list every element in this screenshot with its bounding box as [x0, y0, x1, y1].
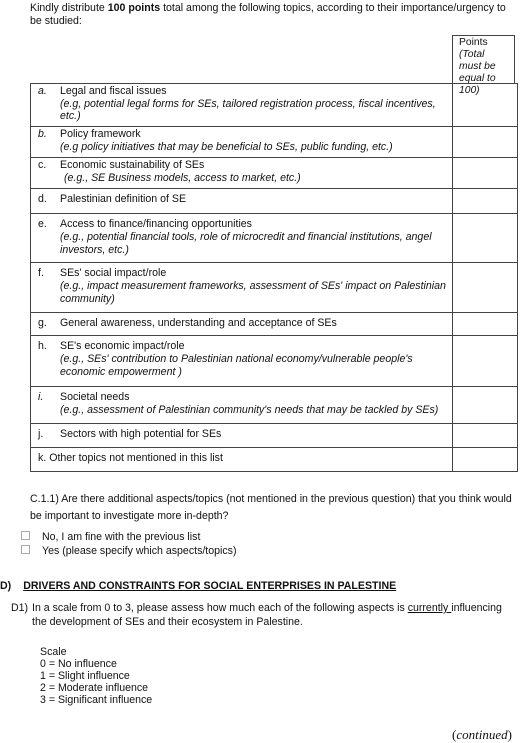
topic-letter: d.	[38, 193, 47, 206]
topic-example: (e.g., potential financial tools, role of microcredit and financial institutions, angel investors, etc.)	[60, 230, 432, 256]
topic-title: Palestinian definition of SE	[60, 193, 187, 206]
topic-letter: e.	[38, 218, 47, 231]
table-row	[31, 313, 518, 336]
intro-instruction: Kindly distribute 100 points total among the following topics, according to their importance/urgency to be studied:	[30, 2, 506, 27]
table-row	[31, 127, 518, 158]
scale-item: 0 = No influence	[40, 658, 117, 671]
question-c11: C.1.1) Are there additional aspects/topics (not mentioned in the previous question) that you think would be important to investigate more in-depth?	[30, 493, 512, 522]
scale-item: 1 = Slight influence	[40, 670, 130, 683]
points-input-cell[interactable]	[453, 263, 518, 313]
checkbox-no[interactable]	[21, 531, 30, 540]
topic-letter: f.	[38, 267, 44, 280]
intro-bold-points: 100 points	[107, 2, 161, 14]
topic-letter: b.	[38, 128, 47, 141]
topic-example: (e.g policy initiatives that may be beneficial to SEs, public funding, etc.)	[60, 140, 393, 153]
points-input-cell[interactable]	[453, 424, 518, 448]
topic-letter: h.	[38, 340, 47, 353]
underlined-currently: currently	[407, 602, 452, 614]
table-row	[31, 263, 518, 313]
topic-example: (e.g., SEs' contribution to Palestinian national economy/vulnerable people's economic empowerment )	[60, 352, 413, 378]
points-input-cell[interactable]	[453, 387, 518, 424]
topic-letter: k.	[38, 452, 47, 465]
option-yes[interactable]: Yes (please specify which aspects/topics)	[21, 545, 237, 558]
d1-label: D1)	[11, 602, 29, 614]
continued-note: (continued)	[452, 727, 512, 742]
scale-item: 3 = Significant influence	[40, 694, 153, 707]
points-input-cell[interactable]	[453, 127, 518, 158]
points-input-cell[interactable]	[453, 448, 518, 472]
table-row	[31, 84, 518, 127]
topic-letter: g.	[38, 317, 47, 330]
table-row	[31, 336, 518, 387]
topic-example: (e.g., SE Business models, access to market, etc.)	[64, 171, 301, 184]
topic-letter: i.	[38, 391, 44, 404]
points-input-cell[interactable]	[453, 84, 518, 127]
scale-title: Scale	[40, 646, 67, 658]
topic-example: (e.g., impact measurement frameworks, assessment of SEs' impact on Palestinian community)	[60, 279, 446, 305]
points-input-cell[interactable]	[453, 313, 518, 336]
points-input-cell[interactable]	[453, 189, 518, 214]
points-column-header	[452, 35, 515, 97]
topic-title: Economic sustainability of SEs	[60, 159, 205, 172]
topic-title: Sectors with high potential for SEs	[60, 428, 222, 441]
topic-example: (e.g, potential legal forms for SEs, tailored registration process, fiscal incentives, etc.)	[60, 97, 436, 123]
scale-item: 2 = Moderate influence	[40, 682, 149, 695]
topic-letter: j.	[38, 428, 44, 441]
table-row	[31, 424, 518, 448]
topic-letter: c.	[38, 159, 47, 172]
topic-title: Access to finance/financing opportunities	[60, 218, 252, 231]
topic-letter: a.	[38, 85, 47, 97]
points-input-cell[interactable]	[453, 158, 518, 189]
table-row	[31, 158, 518, 189]
checkbox-yes[interactable]	[21, 545, 30, 554]
topic-example: (e.g., assessment of Palestinian community's needs that may be tackled by SEs)	[60, 403, 439, 416]
topic-title: SE's economic impact/role	[60, 340, 185, 353]
table-row	[31, 214, 518, 263]
table-row	[31, 448, 518, 472]
topic-title: Legal and fiscal issues	[60, 85, 167, 97]
points-input-cell[interactable]	[453, 214, 518, 263]
points-header-title: Points	[459, 37, 488, 48]
topic-title: General awareness, understanding and acceptance of SEs	[60, 317, 337, 330]
topic-title: Societal needs	[60, 391, 130, 404]
table-row	[31, 189, 518, 214]
topics-table	[30, 83, 518, 472]
topic-title: SEs' social impact/role	[60, 267, 167, 280]
points-input-cell[interactable]	[453, 336, 518, 387]
topic-title: Policy framework	[60, 128, 141, 141]
topic-title: Other topics not mentioned in this list	[49, 452, 223, 465]
table-row	[31, 387, 518, 424]
scale-legend	[40, 646, 152, 706]
option-no[interactable]: No, I am fine with the previous list	[21, 531, 200, 544]
question-d1: D1) In a scale from 0 to 3, please assess how much each of the following aspects is currently influencing the development of SEs and their ecosystem in Palestine.	[11, 602, 502, 628]
section-d-heading: D) DRIVERS AND CONSTRAINTS FOR SOCIAL ENTERPRISES IN PALESTINE	[0, 580, 397, 592]
points-header-note: (Total must be equal to 100)	[459, 49, 496, 97]
